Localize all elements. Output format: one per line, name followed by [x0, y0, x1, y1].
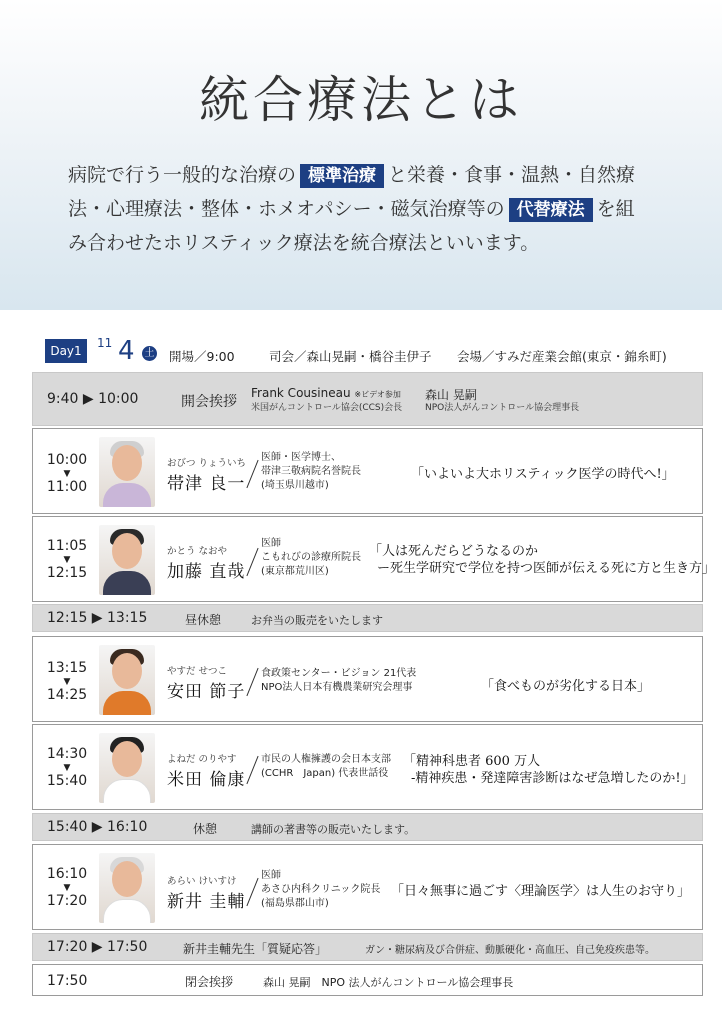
speaker-name: 加藤 直哉	[167, 562, 246, 582]
speaker-name: 帯津 良一	[167, 474, 246, 494]
talk-title-line: 「人は死んだらどうなるのか	[369, 544, 539, 559]
speaker-photo	[99, 437, 155, 507]
talk-title: 「いよいよ大ホリスティック医学の時代へ!」	[411, 467, 675, 482]
affiliation-line: 医師	[261, 870, 281, 881]
start-time: 14:30	[46, 746, 88, 762]
hero-line-2	[68, 192, 668, 226]
row-time: 17:50	[47, 973, 88, 989]
venue-info: 会場／すみだ産業会館(東京・錦糸町)	[457, 349, 667, 364]
speaker-name: 新井 圭輔	[167, 892, 246, 912]
speaker-name: 安田 節子	[167, 682, 246, 702]
separator	[246, 878, 258, 906]
row-note: 講師の著書等の販売いたします。	[251, 823, 416, 836]
affiliation-line: 食政策センター・ビジョン 21代表	[261, 668, 417, 679]
schedule-row-lunch	[32, 604, 703, 632]
row-note: 森山 晃嗣 NPO 法人がんコントロール協会理事長	[263, 976, 514, 989]
end-time: 12:15	[46, 565, 88, 581]
day-month: 11	[97, 336, 113, 350]
video-note: ※ビデオ参加	[354, 390, 401, 399]
down-arrow-icon: ▼	[63, 677, 71, 687]
start-time: 16:10	[46, 866, 88, 882]
speaker-2-role: NPO法人がんコントロール協会理事長	[425, 403, 580, 413]
separator	[246, 548, 258, 576]
schedule-row-closing	[32, 964, 703, 996]
talk-time	[33, 539, 101, 581]
speaker-affiliation	[261, 753, 391, 781]
affiliation-line: こもれびの診療所院長	[261, 552, 361, 563]
affiliation-line: 帯津三敬病院名誉院長	[261, 466, 361, 477]
speaker-affiliation	[261, 667, 416, 695]
schedule-row-talk	[32, 636, 703, 722]
row-note: ガン・糖尿病及び合併症、動脈硬化・高血圧、自己免疫疾患等。	[365, 945, 655, 956]
schedule-row-break	[32, 813, 703, 841]
affiliation-line: (福島県郡山市)	[261, 898, 329, 909]
schedule-row-talk	[32, 724, 703, 810]
speaker-kana: よねだ のりやす	[167, 754, 237, 765]
highlight-alternative-treatment: 代替療法	[509, 198, 593, 222]
page-title: 統合療法とは	[199, 71, 523, 129]
talk-title	[403, 753, 694, 787]
speaker-affiliation	[261, 451, 361, 493]
speaker-photo	[99, 853, 155, 923]
talk-title-line: -精神疾患・発達障害診断はなぜ急増したのか!」	[411, 771, 694, 786]
open-time: 開場／9:00	[169, 349, 235, 364]
day-badge: Day1	[45, 339, 87, 363]
down-arrow-icon: ▼	[63, 555, 71, 565]
talk-time	[33, 867, 101, 909]
talk-time	[33, 661, 101, 703]
day-of-week-badge: 土	[142, 346, 157, 361]
speaker-1-name: Frank Cousineau	[251, 386, 351, 400]
affiliation-line: (CCHR Japan) 代表世話役	[261, 768, 389, 779]
affiliation-line: 市民の人権擁護の会日本支部	[261, 754, 391, 765]
hero-text: を組	[596, 198, 635, 220]
hero-text: 法・心理療法・整体・ホメオパシー・磁気治療等の	[68, 198, 505, 220]
highlight-standard-treatment: 標準治療	[300, 164, 384, 188]
speaker-photo	[99, 733, 155, 803]
start-time: 13:15	[46, 660, 88, 676]
separator	[246, 460, 258, 488]
schedule-row-talk	[32, 844, 703, 930]
affiliation-line: (埼玉県川越市)	[261, 480, 329, 491]
talk-title	[369, 543, 715, 577]
speaker-affiliation	[261, 869, 380, 911]
down-arrow-icon: ▼	[63, 883, 71, 893]
mc-info: 司会／森山晃嗣・橋谷圭伊子	[269, 349, 432, 364]
row-time: 17:20 ▶ 17:50	[47, 939, 148, 955]
speaker-kana: かとう なおや	[167, 546, 228, 557]
schedule-row-talk	[32, 516, 716, 602]
separator	[246, 756, 258, 784]
talk-title: 「食べものが劣化する日本」	[481, 679, 651, 694]
day-header	[45, 336, 705, 366]
speaker-affiliation	[261, 537, 361, 579]
speaker-kana: やすだ せつこ	[167, 666, 228, 677]
speaker-photo	[99, 645, 155, 715]
affiliation-line: あさひ内科クリニック院長	[261, 884, 381, 895]
speaker-name	[251, 386, 401, 400]
hero-description	[68, 158, 668, 260]
end-time: 14:25	[46, 687, 88, 703]
affiliation-line: (東京都荒川区)	[261, 566, 329, 577]
schedule-row-talk	[32, 428, 703, 514]
down-arrow-icon: ▼	[63, 763, 71, 773]
schedule-row-qa	[32, 933, 703, 961]
end-time: 17:20	[46, 893, 88, 909]
row-note: お弁当の販売をいたします	[251, 614, 383, 627]
row-time: 9:40 ▶ 10:00	[47, 391, 139, 407]
start-time: 11:05	[46, 538, 88, 554]
row-title: 開会挨拶	[181, 394, 237, 410]
hero-section	[0, 0, 722, 310]
hero-text: と栄養・食事・温熱・自然療	[388, 164, 636, 186]
speaker-1-role: 米国がんコントロール協会(CCS)会長	[251, 403, 403, 413]
speaker-2-name: 森山 晃嗣	[425, 388, 477, 402]
speaker-kana: あらい けいすけ	[167, 876, 237, 887]
speaker-kana: おびつ りょういち	[167, 458, 247, 469]
end-time: 15:40	[46, 773, 88, 789]
row-time: 15:40 ▶ 16:10	[47, 819, 148, 835]
end-time: 11:00	[46, 479, 88, 495]
separator	[246, 668, 258, 696]
hero-line-1	[68, 158, 668, 192]
talk-time	[33, 453, 101, 495]
down-arrow-icon: ▼	[63, 469, 71, 479]
affiliation-line: NPO法人日本有機農業研究会理事	[261, 682, 413, 693]
row-title: 昼休憩	[185, 613, 222, 627]
talk-title-line: ー死生学研究で学位を持つ医師が伝える死に方と生き方」	[377, 561, 716, 576]
hero-text: 病院で行う一般的な治療の	[68, 164, 297, 186]
day-date: 4	[118, 336, 135, 366]
row-title: 新井圭輔先生「質疑応答」	[183, 942, 328, 956]
talk-title: 「日々無事に過ごす〈理論医学〉は人生のお守り」	[391, 884, 691, 899]
speaker-photo	[99, 525, 155, 595]
affiliation-line: 医師・医学博士、	[261, 452, 341, 463]
row-time: 12:15 ▶ 13:15	[47, 610, 148, 626]
schedule-row-opening	[32, 372, 703, 426]
talk-time	[33, 747, 101, 789]
speaker-name: 米田 倫康	[167, 770, 246, 790]
talk-title-line: 「精神科患者 600 万人	[403, 754, 541, 769]
row-title: 休憩	[193, 822, 218, 836]
hero-line-3: み合わせたホリスティック療法を統合療法といいます。	[68, 232, 540, 254]
affiliation-line: 医師	[261, 538, 281, 549]
start-time: 10:00	[46, 452, 88, 468]
row-title: 閉会挨拶	[185, 975, 234, 989]
